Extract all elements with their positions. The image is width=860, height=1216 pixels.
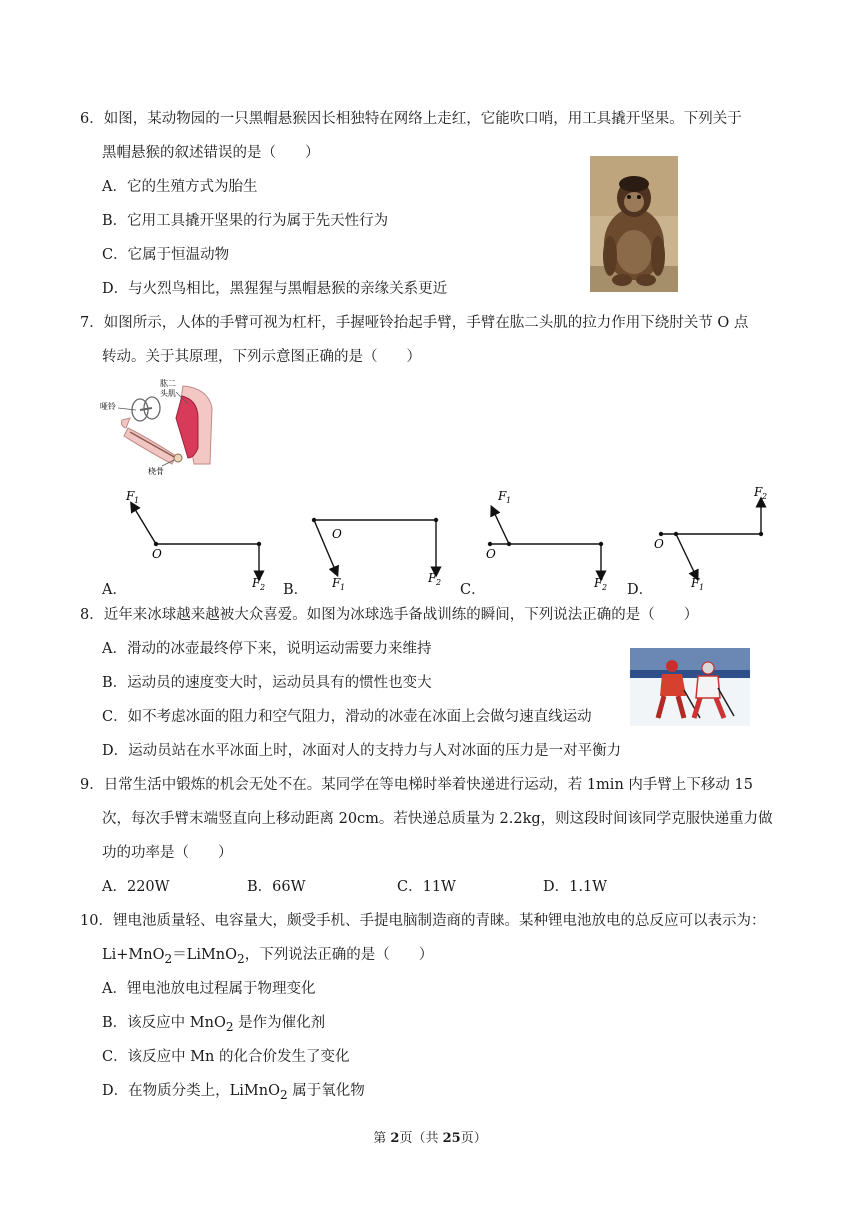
q10-option-c: C．该反应中 Mn 的化合价发生了变化 — [102, 1049, 350, 1065]
q10-d-pre: D．在物质分类上，LiMnO — [102, 1083, 280, 1099]
b-o-label: O — [332, 527, 342, 541]
q7-option-c: C． — [460, 582, 486, 598]
label-biceps-1: 肱二 — [160, 379, 176, 388]
q6-option-a: A．它的生殖方式为胎生 — [102, 179, 258, 195]
q9-option-a: A．220W — [102, 879, 170, 895]
arm-diagram — [98, 378, 218, 478]
q6-stem-line1: 6．如图，某动物园的一只黑帽悬猴因长相独特在网络上走红，它能吹口哨，用工具撬开坚果。下列关于 — [80, 111, 742, 127]
a-f2-sub: 2 — [260, 583, 266, 592]
q7-option-b: B． — [283, 582, 309, 598]
label-biceps-2: 头肌 — [160, 389, 176, 398]
eq-reactants: Li+MnO — [102, 947, 165, 963]
q7-stem-line1: 7．如图所示，人体的手臂可视为杠杆，手握哑铃抬起手臂，手臂在肱二头肌的拉力作用下绕肘关节 O 点 — [80, 315, 749, 331]
b-f1-sub: 1 — [340, 583, 346, 592]
d-f1-sub: 1 — [699, 583, 705, 592]
q6-option-d: D．与火烈鸟相比，黑猩猩与黑帽悬猴的亲缘关系更近 — [102, 281, 448, 297]
q9-stem-line2: 次，每次手臂末端竖直向上移动距离 20cm。若快递总质量为 2.2kg，则这段时间该同学克服快递重力做 — [102, 811, 773, 827]
hockey-photo — [630, 648, 750, 726]
footer-pre: 第 — [373, 1131, 391, 1146]
c-f2-sub: 2 — [602, 583, 608, 592]
b-f2-sub: 2 — [436, 578, 442, 587]
a-o-label: O — [152, 547, 162, 561]
q7-option-a: A． — [102, 582, 127, 598]
q6-option-b: B．它用工具撬开坚果的行为属于先天性行为 — [102, 213, 389, 229]
q7-stem-line2: 转动。关于其原理，下列示意图正确的是（ ） — [102, 349, 421, 365]
d-f2-sub: 2 — [762, 492, 768, 501]
c-f1-label: F — [498, 489, 507, 503]
label-dumbbell: 哑铃 — [100, 402, 116, 411]
a-f2-label: F — [252, 576, 261, 590]
q8-option-a: A．滑动的冰壶最终停下来，说明运动需要力来维持 — [102, 641, 432, 657]
a-f1-sub: 1 — [134, 496, 140, 505]
q8-option-b: B．运动员的速度变大时，运动员具有的惯性也变大 — [102, 675, 432, 691]
eq-sub-2: 2 — [237, 951, 245, 966]
q9-stem-line1: 9．日常生活中锻炼的机会无处不在。某同学在等电梯时举着快递进行运动，若 1min 内手臂上下移动 15 — [80, 777, 753, 793]
q10-b-pre: B．该反应中 MnO — [102, 1015, 226, 1031]
c-f2-label: F — [594, 576, 603, 590]
q10-d-sub: 2 — [279, 1087, 288, 1102]
q10-option-a: A．锂电池放电过程属于物理变化 — [102, 981, 316, 997]
q9-option-d: D．1.1W — [543, 879, 608, 895]
lever-options — [96, 480, 796, 596]
d-f1-label: F — [691, 576, 700, 590]
q9-option-b: B．66W — [247, 879, 306, 895]
footer-post: 页） — [460, 1131, 487, 1146]
q8-stem: 8．近年来冰球越来越被大众喜爱。如图为冰球选手备战训练的瞬间，下列说法正确的是（ ） — [80, 607, 699, 623]
a-f1-label: F — [126, 489, 135, 503]
c-o-label: O — [486, 547, 496, 561]
q6-option-c: C．它属于恒温动物 — [102, 247, 230, 263]
b-f2-label: F — [428, 571, 437, 585]
q10-b-sub: 2 — [225, 1019, 234, 1034]
label-radius: 桡骨 — [148, 467, 164, 476]
q10-b-post: 是作为催化剂 — [233, 1015, 326, 1031]
q9-option-c: C．11W — [397, 879, 456, 895]
total-pages: 25 — [442, 1131, 461, 1146]
monkey-photo — [590, 156, 678, 292]
eq-sub-1: 2 — [164, 951, 173, 966]
d-f2-label: F — [754, 485, 763, 499]
q10-option-b — [102, 1013, 325, 1037]
q8-option-c: C．如不考虑冰面的阻力和空气阻力，滑动的冰壶在冰面上会做匀速直线运动 — [102, 709, 592, 725]
d-o-label: O — [654, 537, 664, 551]
q10-d-post: 属于氧化物 — [287, 1083, 365, 1099]
q8-option-d: D．运动员站在水平冰面上时，冰面对人的支持力与人对冰面的压力是一对平衡力 — [102, 743, 622, 759]
q6-stem-line2: 黑帽悬猴的叙述错误的是（ ） — [102, 145, 320, 161]
q7-option-d: D． — [627, 582, 654, 598]
b-f1-label: F — [332, 576, 341, 590]
q10-equation — [102, 945, 433, 969]
q9-stem-line3: 功的功率是（ ） — [102, 845, 233, 861]
eq-tail: ，下列说法正确的是（ ） — [244, 947, 434, 963]
c-f1-sub: 1 — [506, 496, 512, 505]
q10-option-d — [102, 1081, 365, 1105]
page-footer — [0, 1127, 860, 1146]
footer-mid: 页（共 — [399, 1131, 443, 1146]
q10-stem-line1: 10．锂电池质量轻、电容量大，颇受手机、手提电脑制造商的青睐。某种锂电池放电的总反应可以表示为： — [80, 913, 766, 929]
eq-product: ＝LiMnO — [172, 947, 238, 963]
page-number: 2 — [390, 1131, 400, 1146]
